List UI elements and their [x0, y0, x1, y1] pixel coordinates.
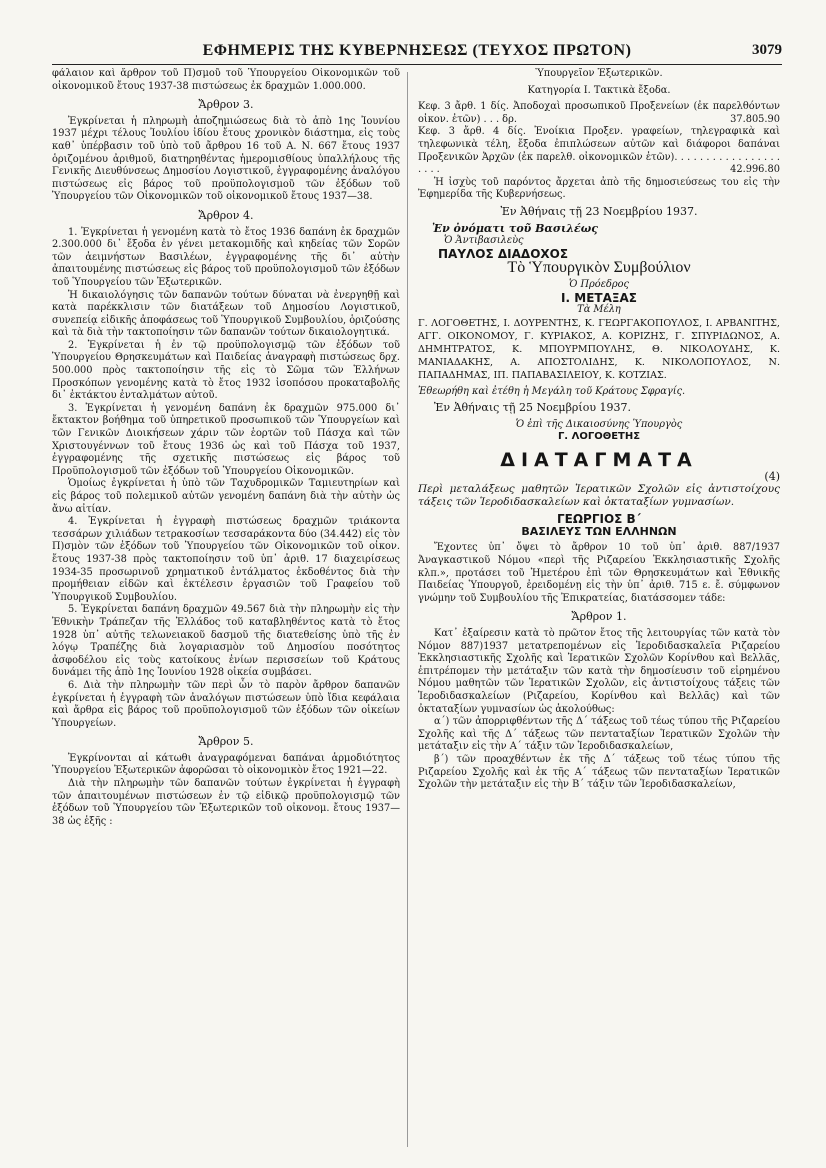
- justice-minister-name: Γ. ΛΟΓΟΘΕΤΗΣ: [557, 431, 641, 443]
- left-column: [52, 68, 400, 1158]
- diatagmata-heading: ΔΙΑΤΑΓΜΑΤΑ: [500, 449, 698, 472]
- article-1-clause-b: β΄) τῶν προαχθέντων ἐκ τῆς Δ΄ τάξεως τοῦ τέως τύπου τῆς Ριζαρείου Σχολῆς καὶ ἐκ τῆς Α΄ τάξεως τῶν πενταταξίων Ἱερατικῶν Σχολῶν τὴν μετάταξιν εἰς τὴν Β΄ τάξιν τῶν Ἱεροδιδασκαλείων,: [418, 753, 780, 791]
- preamble-paragraph: Ἔχοντες ὑπ᾽ ὄψει τὸ ἄρθρον 10 τοῦ ὑπ᾽ ἀριθ. 887/1937 Ἀναγκαστικοῦ Νόμου «περὶ τῆς Ριζαρείου Ἐκκλησιαστικῆς Σχολῆς κλπ.», προτάσει τοῦ Ἡμετέρου ἐπὶ τῶν Θρησκευμάτων καὶ Ἐθνικῆς Παιδείας Ὑπουργοῦ, ἐρειδομένῃ εἰς τὴν ὑπ᾽ ἀριθ. 715 ε. ἔ. σύμφωνον γνώμην τοῦ Συμβουλίου τῆς Ἐπικρατείας, διατάσσομεν τάδε:: [418, 542, 780, 604]
- expense-item-2-amount: 42.996.80: [730, 164, 780, 176]
- seal-line: Ἐθεωρήθη καὶ ἐτέθη ἡ Μεγάλη τοῦ Κράτους Σφραγίς.: [418, 385, 686, 397]
- intro-paragraph: φάλαιον καὶ ἄρθρον τοῦ Π)σμοῦ τοῦ Ὑπουργείου Οἰκονομικῶν τοῦ οἰκονομικοῦ ἔτους 1937-38 πιστώσεως ἐκ δραχμῶν 1.000.000.: [52, 68, 400, 92]
- members-list: Γ. ΛΟΓΟΘΕΤΗΣ, Ι. ΔΟΥΡΕΝΤΗΣ, Κ. ΓΕΩΡΓΑΚΟΠΟΥΛΟΣ, Ι. ΑΡΒΑΝΙΤΗΣ, ΑΓΓ. ΟΙΚΟΝΟΜΟΥ, Γ. ΚΥΡΙΑΚΟΣ, Α. ΚΟΡΙΖΗΣ, Γ. ΣΠΥΡΙΔΩΝΟΣ, Α. ΔΗΜΗΤΡΑΤΟΣ, Κ. ΜΠΟΥΡΜΠΟΥΛΗΣ, Θ. ΝΙΚΟΛΟΥΔΗΣ, Κ. ΜΑΝΙΑΔΑΚΗΣ, Α. ΑΠΟΣΤΟΛΙΔΗΣ, Κ. ΝΙΚΟΛΟΠΟΥΛΟΣ, Ν. ΠΑΠΑΔΗΜΑΣ, ΙΠ. ΠΑΠΑΒΑΣΙΛΕΙΟΥ, Κ. ΚΟΤΖΙΑΣ.: [418, 317, 780, 381]
- regent-name: ΠΑΥΛΟΣ ΔΙΑΔΟΧΟΣ: [438, 246, 569, 261]
- article-4-paragraph-3: 3. Ἐγκρίνεται ἡ γενομένη δαπάνη ἐκ δραχμῶν 975.000 δι᾽ ἔκτακτον βοήθημα τοῦ ὑπηρετικοῦ προσωπικοῦ τῶν Ὑπουργείων καὶ τῶν Γενικῶν Διοικήσεων χάριν τῶν ἑορτῶν τοῦ Πάσχα καὶ τῶν Χριστουγέννων τοῦ ἔτους 1936 ὡς καὶ τοῦ Πάσχα τοῦ 1937, ἐγγραφομένης τῆς σχετικῆς πιστώσεως εἰς βάρος τοῦ Προϋπολογισμοῦ τῶν ἐξόδων τοῦ Ὑπουργείου Οἰκονομικῶν.: [52, 402, 400, 477]
- item-number: (4): [764, 469, 780, 483]
- expense-item-2-text: Κεφ. 3 ἄρθ. 4 δίς. Ἐνοίκια Προξεν. γραφείων, τηλεγραφικὰ καὶ τηλεφωνικὰ τέλη, ἔξοδα ἐπιπλώσεων αὐτῶν καὶ διάφοροι δαπάναι Προξενικῶν Ἀρχῶν (ἐκ παρελθ. οἰκονομικῶν ἐτῶν). . . . . . . . . . . . . . . . . . . . .: [418, 126, 780, 176]
- article-1-paragraph: Κατ᾽ ἐξαίρεσιν κατὰ τὸ πρῶτον ἔτος τῆς λειτουργίας τῶν κατὰ τὸν Νόμον 887)1937 μετατρεπομένων εἰς Ἱεροδιδασκαλεῖα Ριζαρείου Ἐκκλησιαστικῆς Σχολῆς καὶ Ἱερατικῶν Σχολῶν Κορίνθου καὶ Βελλᾶς, ἐπιτρέπομεν τὴν μετάταξιν τῶν κατὰ τὴν δημοσίευσιν τοῦ εἰρημένου Νόμου μαθητῶν τῶν Ἱερατικῶν Σχολῶν, εἰς ἀντιστοίχους τάξεις τῶν Ἱεροδιδασκαλείων (Ριζαρείου, Κορίνθου καὶ Βελλᾶς) καὶ τῶν ὀκταταξίων γυμνασίων ὡς ἀκολούθως:: [418, 628, 780, 715]
- date-line-2: Ἐν Ἀθήναις τῇ 25 Νοεμβρίου 1937.: [434, 401, 632, 415]
- right-column: [418, 68, 780, 1158]
- expense-item-2: [418, 126, 780, 176]
- article-5-paragraph-1: Ἐγκρίνονται αἱ κάτωθι ἀναγραφόμεναι δαπάναι ἁρμοδιότητος Ὑπουργείου Ἐξωτερικῶν ἀφορῶσαι τὸ οἰκονομικὸν ἔτος 1921—22.: [52, 752, 400, 777]
- article-4-paragraph-1: 1. Ἐγκρίνεται ἡ γενομένη κατὰ τὸ ἔτος 1936 δαπάνη ἐκ δραχμῶν 2.300.000 δι᾽ ἔξοδα ἐν γένει μετακομιδῆς καὶ κηδείας τῶν Σορῶν τῶν ἀειμνήστων Βασιλέων, ἐγγραφομένης τῆς δι᾽ αὐτὴν ἀπαιτουμένης πιστώσεως εἰς βάρος τοῦ προϋπολογισμοῦ τῶν ἐξόδων τοῦ Ὑπουργείου τῶν Ἐξωτερικῶν.: [52, 226, 400, 288]
- council-title: Τὸ Ὑπουργικὸν Συμβούλιον: [507, 259, 691, 277]
- article-4-paragraph-1b: Ἡ δικαιολόγησις τῶν δαπανῶν τούτων δύναται νὰ ἐνεργηθῇ καὶ κατὰ παρέκκλισιν τῶν διατάξεων τοῦ Δημοσίου Λογιστικοῦ, συνεπείᾳ εἰδικῆς ἀποφάσεως τοῦ Ὑπουργικοῦ Συμβουλίου, ὁριζούσης καὶ τὰ διὰ τὴν τακτοποίησιν τῶν δαπανῶν τούτων δικαιολογητικά.: [52, 289, 400, 339]
- column-divider: [407, 72, 408, 1147]
- king-subtitle: ΒΑΣΙΛΕΥΣ ΤΩΝ ΕΛΛΗΝΩΝ: [521, 524, 677, 538]
- ministry-heading: Ὑπουργεῖον Ἐξωτερικῶν.: [535, 68, 663, 79]
- page-number: 3079: [752, 42, 782, 58]
- article-4-paragraph-2: 2. Ἐγκρίνεται ἡ ἐν τῷ προϋπολογισμῷ τῶν ἐξόδων τοῦ Ὑπουργείου Θρησκευμάτων καὶ Παιδείας ἀναγραφὴ πιστώσεως δρχ. 500.000 πρὸς τακτοποίησιν τῆς εἰς τὸ Σῶμα τῶν Ἑλλήνων Προσκόπων γενομένης κατὰ τὸ ἔτος 1932 ἰσοπόσου προκαταβολῆς δι᾽ ἐκτάκτου ἐνταλμάτων αὐτοῦ.: [52, 339, 400, 402]
- expense-item-1: [418, 101, 780, 126]
- president-name: Ι. ΜΕΤΑΞΑΣ: [561, 290, 637, 305]
- in-name-of-king: Ἐν ὀνόματι τοῦ Βασιλέως: [432, 221, 598, 235]
- article-4-title: Ἄρθρον 4.: [198, 208, 254, 222]
- article-1-title: Ἄρθρον 1.: [571, 610, 627, 624]
- article-4-paragraph-6: 6. Διὰ τὴν πληρωμὴν τῶν περὶ ὧν τὸ παρὸν ἄρθρον δαπανῶν ἐγκρίνεται ἡ ἐγγραφὴ τῶν ἀναλόγων πιστώσεων ὑπὸ ἴδια κεφάλαια καὶ ἄρθρα εἰς βάρος τοῦ προϋπολογισμοῦ τῶν ἐξόδων τῶν οἰκείων Ὑπουργείων.: [52, 679, 400, 729]
- expense-item-1-amount: 37.805.90: [730, 113, 780, 125]
- article-1-clause-a: α΄) τῶν ἀπορριφθέντων τῆς Δ΄ τάξεως τοῦ τέως τύπου τῆς Ριζαρείου Σχολῆς καὶ τῆς Δ΄ τάξεως τῶν πενταταξίων Ἱερατικῶν Σχολῶν τὴν μετάταξιν εἰς τὴν Α΄ τάξιν τῶν Ἱεροδιδασκαλείων,: [418, 716, 780, 753]
- gazette-title: ΕΦΗΜΕΡΙΣ ΤΗΣ ΚΥΒΕΡΝΗΣΕΩΣ (ΤΕΥΧΟΣ ΠΡΩΤΟΝ): [202, 42, 632, 59]
- article-3-title: Ἄρθρον 3.: [198, 98, 254, 112]
- members-label: Τὰ Μέλη: [577, 304, 621, 316]
- page-header: [52, 38, 782, 65]
- president-label: Ὁ Πρόεδρος: [568, 278, 630, 290]
- decree-title: Περὶ μεταλάξεως μαθητῶν Ἱερατικῶν Σχολῶν εἰς ἀντιστοίχους τάξεις τῶν Ἱεροδιδασκαλείων καὶ ὀκταταξίων γυμνασίων.: [418, 483, 780, 509]
- article-4-paragraph-3b: Ὁμοίως ἐγκρίνεται ἡ ὑπὸ τῶν Ταχυδρομικῶν Ταμιευτηρίων καὶ εἰς βάρος τοῦ πολεμικοῦ αὐτῶν γενομένη δαπάνη διὰ τὴν αὐτὴν ὡς ἄνω αἰτίαν.: [52, 478, 400, 515]
- article-5-title: Ἄρθρον 5.: [198, 735, 254, 749]
- justice-minister-label: Ὁ ἐπὶ τῆς Δικαιοσύνης Ὑπουργὸς: [515, 418, 683, 430]
- category-heading: Κατηγορία Ι. Τακτικὰ ἔξοδα.: [527, 84, 671, 96]
- king-name: ΓΕΩΡΓΙΟΣ Β΄: [557, 512, 641, 527]
- regent-label: Ὁ Ἀντιβασιλεὺς: [444, 235, 524, 247]
- validity-paragraph: Ἡ ἰσχὺς τοῦ παρόντος ἄρχεται ἀπὸ τῆς δημοσιεύσεως του εἰς τὴν Ἐφημερίδα τῆς Κυβερνήσεως.: [418, 176, 780, 201]
- article-5-paragraph-2: Διὰ τὴν πληρωμὴν τῶν δαπανῶν τούτων ἐγκρίνεται ἡ ἐγγραφὴ τῶν ἀπαιτουμένων πιστώσεων ἐν τῷ εἰδικῷ προϋπολογισμῷ τῶν ἐξόδων τοῦ Ὑπουργείου τῶν Ἐξωτερικῶν τοῦ οἰκονομ. ἔτους 1937—38 ὡς ἑξῆς :: [52, 778, 400, 827]
- article-4-paragraph-4: 4. Ἐγκρίνεται ἡ ἐγγραφὴ πιστώσεως δραχμῶν τριάκοντα τεσσάρων χιλιάδων τετρακοσίων τεσσαράκοντα δύο (34.442) εἰς τὸν Π)σμὸν τῶν ἐξόδων τοῦ Ὑπουργείου τῶν Οἰκονομικῶν τοῦ οἰκον. ἔτους 1937-38 πρὸς τακτοποίησιν τοῦ ὑπ᾽ ἀριθ. 17 διαχειρίσεως 1934-35 προσωρινοῦ χρηματικοῦ ἐντάλματος ἐκδοθέντος διὰ τὴν προμήθειαν εἰδῶν καὶ ἐκτέλεσιν ἐργασιῶν τοῦ Γραφείου τοῦ Ὑπουργικοῦ Συμβουλίου.: [52, 516, 400, 603]
- article-4-paragraph-5: 5. Ἐγκρίνεται δαπάνη δραχμῶν 49.567 διὰ τὴν πληρωμὴν εἰς τὴν Ἐθνικὴν Τράπεζαν τῆς Ἑλλάδος τοῦ καταβληθέντος κατὰ τὸ ἔτος 1928 ὑπ᾽ αὐτῆς τελωνειακοῦ δασμοῦ τῆς διατεθείσης ὑπὸ τῆς ἐν λόγῳ Τραπέζης διὰ λογαριασμὸν τοῦ Δημοσίου ποσότητος ἀσφοδέλου εἰς τοὺς κατοίκους ἐνίων περισσείων τοῦ Κράτους δυνάμει τῆς ἀπὸ 1ης Ἰουνίου 1928 οἰκεία συμβάσει.: [52, 604, 400, 679]
- date-line-1: Ἐν Ἀθήναις τῇ 23 Νοεμβρίου 1937.: [500, 204, 698, 218]
- expense-item-1-text: Κεφ. 3 ἄρθ. 1 δίς. Ἀποδοχαὶ προσωπικοῦ Προξενείων (ἐκ παρελθόντων οἰκον. ἐτῶν) . . . δρ.: [418, 101, 780, 125]
- article-3-paragraph: Ἐγκρίνεται ἡ πληρωμὴ ἀποζημιώσεως διὰ τὸ ἀπὸ 1ης Ἰουνίου 1937 μέχρι τέλους Ἰουλίου ἰδίου ἔτους χρονικὸν διάστημα, εἰς τοὺς καθ᾽ ὑπέρβασιν τοῦ ὑπὸ τοῦ ἄρθρου 16 τοῦ Α. Ν. 667 ἔτους 1937 ὁριζομένου ἀριθμοῦ, διατηρηθέντας ἡμερομισθίους ὑπαλλήλους τῆς Γενικῆς Διευθύνσεως Δημοσίου Λογιστικοῦ, ἐγγραφομένης ἀναλόγου πιστώσεως εἰς βάρος τοῦ προϋπολογισμοῦ τῶν ἐξόδων τοῦ Ὑπουργείου τῶν Οἰκονομικῶν τοῦ οἰκονομικοῦ ἔτους 1937—38.: [52, 115, 400, 203]
